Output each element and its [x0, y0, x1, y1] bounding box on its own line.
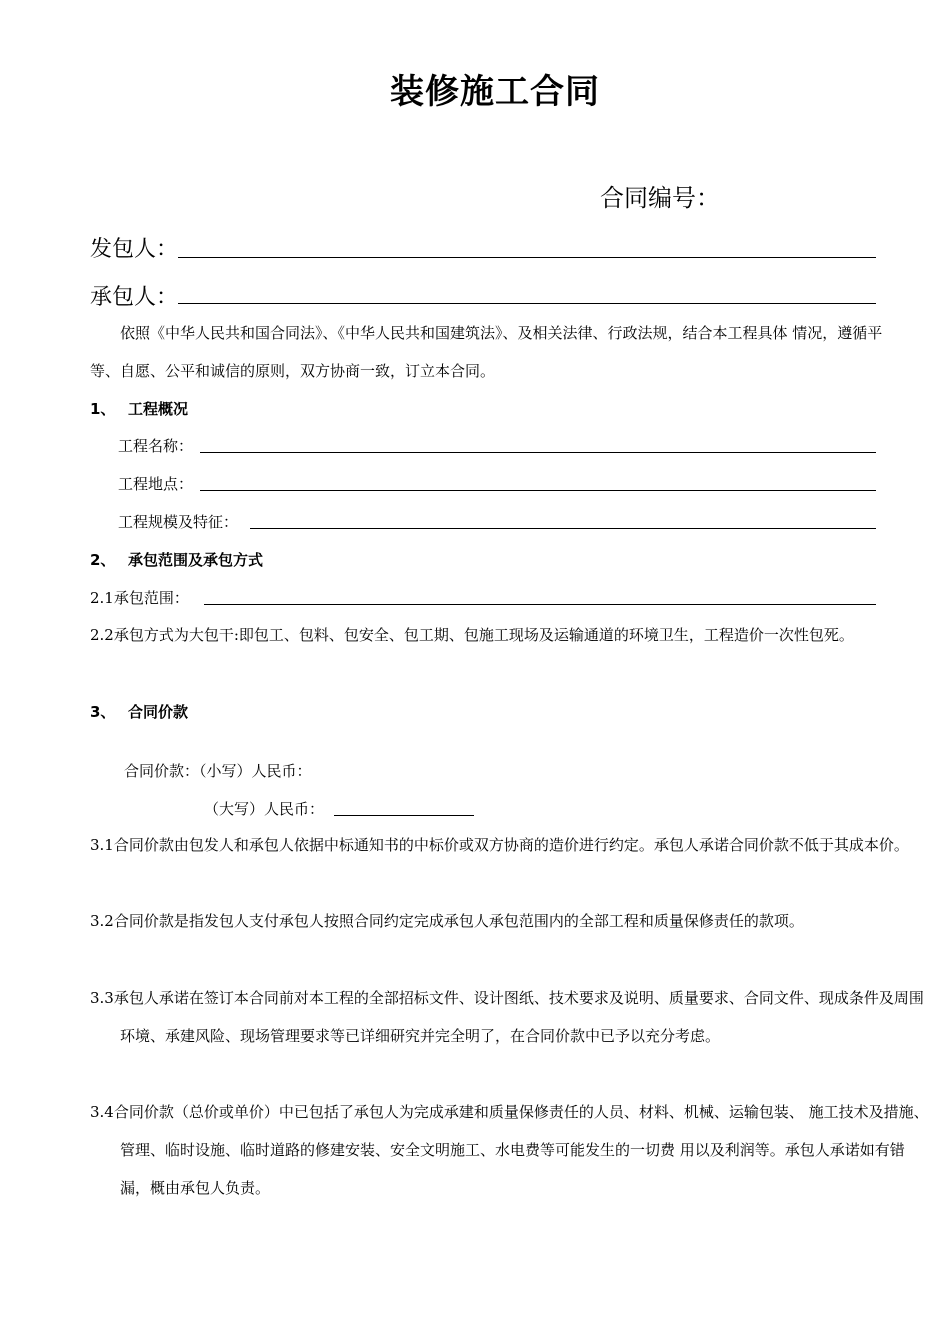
price-large-fill-line [334, 815, 474, 816]
section-number: 2、 [90, 551, 116, 569]
project-location-label: 工程地点： [118, 475, 194, 493]
scope-fill-line [204, 604, 876, 605]
section-title: 合同价款 [128, 703, 189, 721]
page-title: 装修施工合同 [390, 72, 600, 112]
clause-3-3: 3.3承包人承诺在签订本合同前对本工程的全部招标文件、设计图纸、技术要求及说明、质量要求、合同文件、现成条件及周围环境、承建风险、现场管理要求等已详细研究并完全明了，在合同价款中已予以充分考虑。 [90, 989, 924, 1045]
section-number: 1、 [90, 400, 116, 418]
contract-number-label: 合同编号： [600, 184, 720, 212]
preamble-paragraph: 依照《中华人民共和国合同法》、《中华人民共和国建筑法》、及相关法律、行政法规，结合本工程具体 情况，遵循平等、自愿、公平和诚信的原则，双方协商一致，订立本合同。 [90, 324, 883, 380]
section-3-heading [90, 701, 188, 722]
clause-3-1: 3.1合同价款由包发人和承包人依据中标通知书的中标价或双方协商的造价进行约定。承包人承诺合同价款不低于其成本价。 [90, 836, 909, 854]
contractor-label: 承包人： [90, 285, 179, 310]
clause-2-2: 2.2承包方式为大包干:即包工、包料、包安全、包工期、包施工现场及运输通道的环境卫生，工程造价一次性包死。 [90, 626, 854, 644]
price-small-label: 合同价款：（小写）人民币： [124, 762, 312, 780]
project-location-fill-line [200, 490, 876, 491]
section-1-heading [90, 398, 188, 419]
clause-3-4: 3.4合同价款（总价或单价）中已包括了承包人为完成承建和质量保修责任的人员、材料、机械、运输包装、 施工技术及措施、管理、临时设施、临时道路的修建安装、安全文明施工、水电费等可能发生的一切费 用以及利润等。承包人承诺如有错漏，概由承包人负责。 [90, 1103, 929, 1197]
employer-label: 发包人： [90, 237, 179, 262]
scope-label: 2.1承包范围： [90, 589, 189, 607]
section-number: 3、 [90, 703, 116, 721]
price-large-label: （大写）人民币： [204, 800, 325, 818]
project-scale-fill-line [250, 528, 876, 529]
project-name-label: 工程名称： [118, 437, 194, 455]
project-name-fill-line [200, 452, 876, 453]
contractor-fill-line [178, 303, 876, 304]
employer-fill-line [178, 257, 876, 258]
clause-3-2: 3.2合同价款是指发包人支付承包人按照合同约定完成承包人承包范围内的全部工程和质量保修责任的款项。 [90, 912, 804, 930]
section-title: 承包范围及承包方式 [128, 551, 264, 569]
project-scale-label: 工程规模及特征： [118, 513, 239, 531]
section-2-heading [90, 549, 263, 570]
section-title: 工程概况 [128, 400, 189, 418]
